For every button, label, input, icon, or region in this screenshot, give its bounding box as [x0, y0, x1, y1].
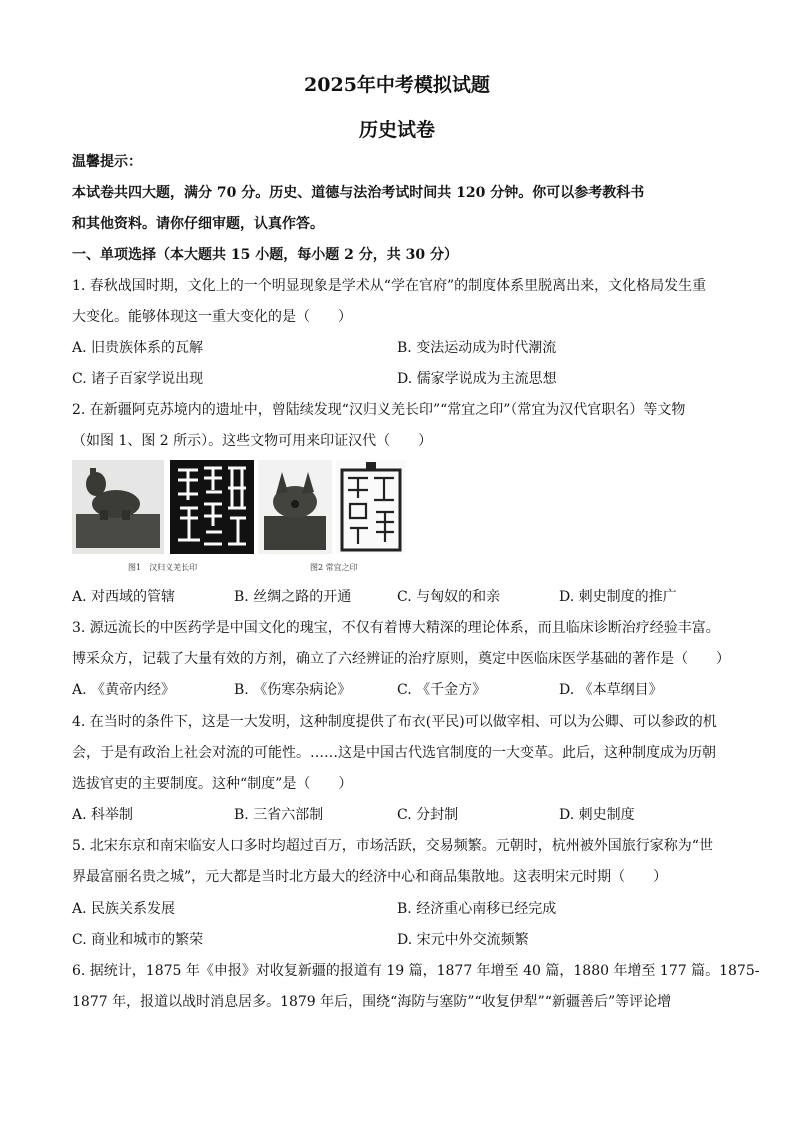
q3-option-d[interactable]: D. 《本草纲目》	[559, 682, 663, 698]
q1-option-b[interactable]: B. 变法运动成为时代潮流	[397, 340, 557, 356]
q2-line-1: 2. 在新疆阿克苏境内的遗址中，曾陆续发现“汉归义羌长印”“常宜之印”（常宜为汉代官职名）等文物	[72, 402, 686, 418]
q5-option-c[interactable]: C. 商业和城市的繁荣	[72, 932, 204, 948]
notice-line-2: 和其他资料。请你仔细审题，认真作答。	[72, 216, 324, 232]
notice-label: 温馨提示：	[72, 154, 142, 170]
q5-option-d[interactable]: D. 宋元中外交流频繁	[397, 932, 529, 948]
q2-option-d[interactable]: D. 刺史制度的推广	[559, 589, 677, 605]
q6-line-1: 6. 据统计，1875 年《申报》对收复新疆的报道有 19 篇，1877 年增至 40 篇，1880 年增至 177 篇。1875-	[72, 963, 760, 979]
q1-option-c[interactable]: C. 诸子百家学说出现	[72, 371, 204, 387]
figure-2-caption: 图2 常宜之印	[310, 563, 358, 572]
q4-option-a[interactable]: A. 科举制	[72, 807, 134, 823]
q1-option-d[interactable]: D. 儒家学说成为主流思想	[397, 371, 557, 387]
q2-option-c[interactable]: C. 与匈奴的和亲	[397, 589, 501, 605]
q4-line-2: 会，于是有政治上社会对流的可能性。……这是中国古代选官制度的一大变革。此后，这种制度成为历朝	[72, 745, 716, 761]
q3-line-1: 3. 源远流长的中医药学是中国文化的瑰宝，不仅有着博大精深的理论体系，而且临床诊断治疗经验丰富。	[72, 620, 720, 636]
q2-option-b[interactable]: B. 丝绸之路的开通	[234, 589, 352, 605]
figure-2-seal-photo	[258, 460, 332, 554]
figure-1-seal-photo	[72, 460, 164, 554]
q5-option-a[interactable]: A. 民族关系发展	[72, 901, 176, 917]
q4-line-3: 选拔官吏的主要制度。这种“制度”是（ ）	[72, 776, 353, 792]
q2-line-2: （如图 1、图 2 所示）。这些文物可用来印证汉代（ ）	[72, 433, 433, 449]
q3-option-c[interactable]: C. 《千金方》	[397, 682, 487, 698]
section-heading: 一、单项选择（本大题共 15 小题，每小题 2 分，共 30 分）	[72, 247, 458, 263]
figure-2-seal-impression	[336, 460, 406, 554]
q4-option-d[interactable]: D. 刺史制度	[559, 807, 635, 823]
q2-option-a[interactable]: A. 对西域的管辖	[72, 589, 176, 605]
q1-option-a[interactable]: A. 旧贵族体系的瓦解	[72, 340, 204, 356]
q4-option-b[interactable]: B. 三省六部制	[234, 807, 324, 823]
exam-subtitle: 历史试卷	[358, 119, 435, 141]
q3-line-2: 博采众方，记载了大量有效的方剂，确立了六经辨证的治疗原则，奠定中医临床医学基础的著作是（ ）	[72, 651, 730, 667]
q5-line-1: 5. 北宋东京和南宋临安人口多时均超过百万，市场活跃，交易频繁。元朝时，杭州被外国旅行家称为“世	[72, 838, 713, 854]
q3-option-a[interactable]: A. 《黄帝内经》	[72, 682, 176, 698]
q1-line-2: 大变化。能够体现这一重大变化的是（ ）	[72, 309, 352, 325]
q1-line-1: 1. 春秋战国时期，文化上的一个明显现象是学术从“学在官府”的制度体系里脱离出来，文化格局发生重	[72, 278, 707, 294]
q3-option-b[interactable]: B. 《伤寒杂病论》	[234, 682, 352, 698]
q6-line-2: 1877 年，报道以战时消息居多。1879 年后，围绕“海防与塞防”“收复伊犁”“新疆善后”等评论增	[72, 994, 672, 1010]
exam-title: 2025年中考模拟试题	[304, 74, 490, 96]
q4-line-1: 4. 在当时的条件下，这是一大发明，这种制度提供了布衣(平民)可以做宰相、可以为公卿、可以参政的机	[72, 714, 717, 730]
figure-1-seal-impression	[170, 460, 254, 554]
notice-line-1: 本试卷共四大题，满分 70 分。历史、道德与法治考试时间共 120 分钟。你可以参考教科书	[72, 185, 645, 201]
seal-figures	[72, 460, 407, 554]
q5-line-2: 界最富丽名贵之城”，元大都是当时北方最大的经济中心和商品集散地。这表明宋元时期（ ）	[72, 869, 668, 885]
q5-option-b[interactable]: B. 经济重心南移已经完成	[397, 901, 557, 917]
figure-1-caption: 图1 汉归义羌长印	[128, 563, 198, 572]
q4-option-c[interactable]: C. 分封制	[397, 807, 459, 823]
